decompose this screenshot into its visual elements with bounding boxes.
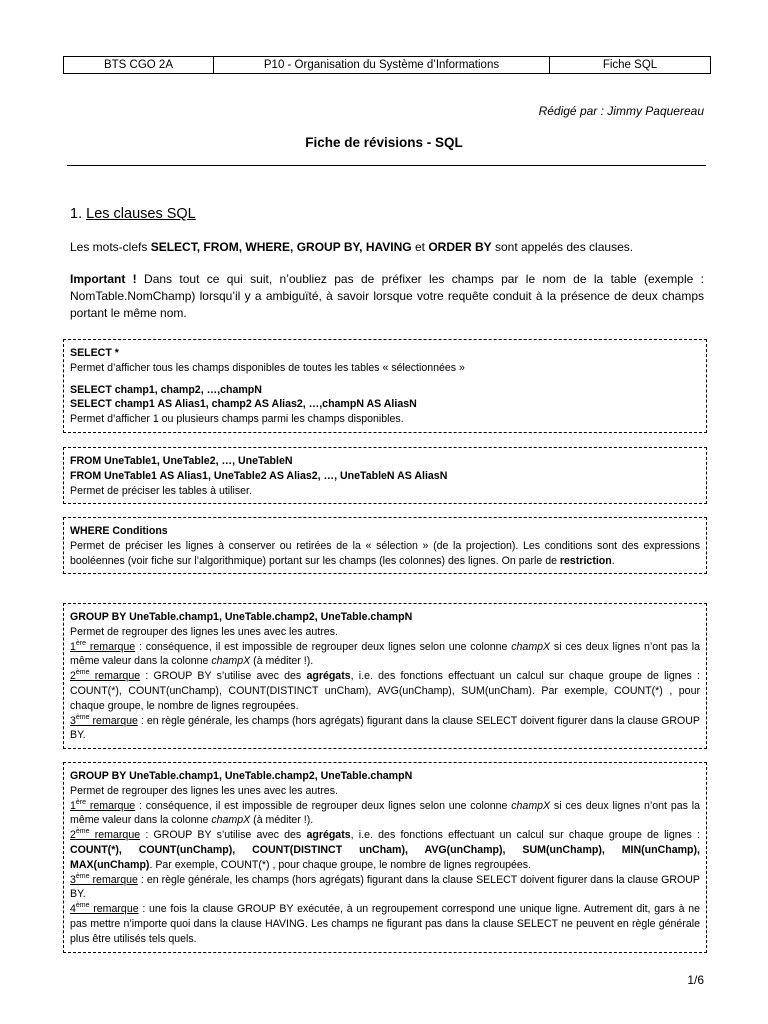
groupby-remark-4: 4ème remarque : une fois la clause GROUP BY exécutée, à un regroupement correspond une unique ligne. Autrement dit, gars à ne pas mettre n’importe quoi dans la clause HAVING. Les champs ne figurant pas dans la clause SELECT ne peuvent en règle générale plus être utilisés tels quels. <box>70 902 700 945</box>
groupby-remark-2: 2ème remarque : GROUP BY s’utilise avec des agrégats, i.e. des fonctions effectuant un calcul sur chaque groupe de lignes : COUNT(*), COUNT(unChamp), COUNT(DISTINCT unCham), AVG(unChamp), SUM(unChamp), MIN(unChamp), MAX(unChamp). Par exemple, COUNT(*) , pour chaque groupe, le nombre de lignes regroupées. <box>70 828 700 871</box>
intro-text: Les mots-clefs <box>70 240 151 254</box>
page-number: 1/6 <box>687 973 704 987</box>
groupby-syntax: GROUP BY UneTable.champ1, UneTable.champ2, UneTable.champN <box>70 770 413 782</box>
select-star-syntax: SELECT * <box>70 347 119 359</box>
page-title: Fiche de révisions - SQL <box>305 135 463 150</box>
from-desc: Permet de préciser les tables à utiliser. <box>70 484 252 497</box>
intro-keyword-orderby: ORDER BY <box>428 240 492 254</box>
remark-label: 3ème remarque <box>70 872 138 886</box>
where-restriction-term: restriction <box>559 554 612 567</box>
groupby-remark-3: 3ème remarque : en règle générale, les champs (hors agrégats) figurant dans la clause SELECT doivent figurer dans la clause GROUP BY. <box>70 713 700 742</box>
from-alias-syntax: FROM UneTable1 AS Alias1, UneTable2 AS Alias2, …, UneTableN AS AliasN <box>70 469 448 482</box>
intro-text: et <box>411 240 429 254</box>
groupby-remark-1: 1ère remarque : conséquence, il est impossible de regrouper deux lignes selon une colonne champX si ces deux lignes n’ont pas la même valeur dans la colonne champX (à méditer !). <box>70 798 700 827</box>
select-star-desc: Permet d’afficher tous les champs disponibles de toutes les tables « sélectionnées » <box>70 361 465 374</box>
where-desc <box>70 539 700 569</box>
select-clause-box <box>63 339 707 433</box>
remark-label: 1ère remarque <box>70 798 136 812</box>
where-syntax: WHERE Conditions <box>70 525 168 537</box>
from-clause-box <box>63 447 707 504</box>
important-paragraph <box>70 271 704 322</box>
from-syntax: FROM UneTable1, UneTable2, …, UneTableN <box>70 455 293 467</box>
remark-label: 2ème remarque <box>70 669 141 683</box>
header-course: BTS CGO 2A <box>64 57 214 73</box>
intro-text: sont appelés des clauses. <box>491 240 634 254</box>
groupby-clause-box-1 <box>63 603 707 749</box>
header-table <box>63 56 711 74</box>
where-clause-box <box>63 517 707 574</box>
groupby-remark-3: 3ème remarque : en règle générale, les champs (hors agrégats) figurant dans la clause SELECT doivent figurer dans la clause GROUP BY. <box>70 872 700 901</box>
groupby-remark-2: 2ème remarque : GROUP BY s’utilise avec des agrégats, i.e. des fonctions effectuant un calcul sur chaque groupe de lignes : COUNT(*), COUNT(unChamp), COUNT(DISTINCT unCham), AVG(unChamp), SUM(unCham). Par exemple, COUNT(*) , pour chaque groupe, le nombre de lignes regroupées. <box>70 669 700 712</box>
header-module: P10 - Organisation du Système d’Informations <box>214 57 550 73</box>
author-line: Rédigé par : Jimmy Paquereau <box>538 104 704 118</box>
title-divider <box>67 165 706 166</box>
select-fields-desc: Permet d’afficher 1 ou plusieurs champs parmi les champs disponibles. <box>70 413 404 426</box>
groupby-desc: Permet de regrouper des lignes les unes avec les autres. <box>70 625 338 638</box>
section-heading <box>70 206 196 222</box>
select-alias-syntax: SELECT champ1 AS Alias1, champ2 AS Alias2, …,champN AS AliasN <box>70 398 417 411</box>
important-label: Important ! <box>70 272 137 286</box>
groupby-desc: Permet de regrouper des lignes les unes avec les autres. <box>70 784 338 797</box>
intro-keywords: SELECT, FROM, WHERE, GROUP BY, HAVING <box>150 240 412 254</box>
section-title: Les clauses SQL <box>86 206 196 222</box>
groupby-remark-1: 1ère remarque : conséquence, il est impossible de regrouper deux lignes selon une colonne champX si ces deux lignes n’ont pas la même valeur dans la colonne champX (à méditer !). <box>70 639 700 668</box>
intro-paragraph <box>70 239 704 256</box>
section-number: 1. <box>70 206 83 222</box>
header-doc-type: Fiche SQL <box>602 59 658 71</box>
select-fields-syntax: SELECT champ1, champ2, …,champN <box>70 383 262 396</box>
where-desc-end: . <box>611 554 615 567</box>
groupby-syntax: GROUP BY UneTable.champ1, UneTable.champ2, UneTable.champN <box>70 611 413 623</box>
important-text: Dans tout ce qui suit, n’oubliez pas de préfixer les champs par le nom de la table (exemple : NomTable.NomChamp) lorsqu’il y a ambiguïté, à savoir lorsque votre requête conduit à la présence de deux champs portant le même nom. <box>70 272 704 320</box>
where-desc-text: Permet de préciser les lignes à conserver ou retirées de la « sélection » (de la projection). Les conditions sont des expressions booléennes (voir fiche sur l’algorithmique) portant sur les champs (les colonnes) des lignes. On parle de <box>70 539 700 567</box>
remark-label: 4ème remarque <box>70 902 139 916</box>
remark-label: 1ère remarque <box>70 639 136 653</box>
remark-label: 2ème remarque <box>70 828 141 842</box>
groupby-clause-box-2 <box>63 762 707 953</box>
remark-label: 3ème remarque <box>70 713 138 727</box>
